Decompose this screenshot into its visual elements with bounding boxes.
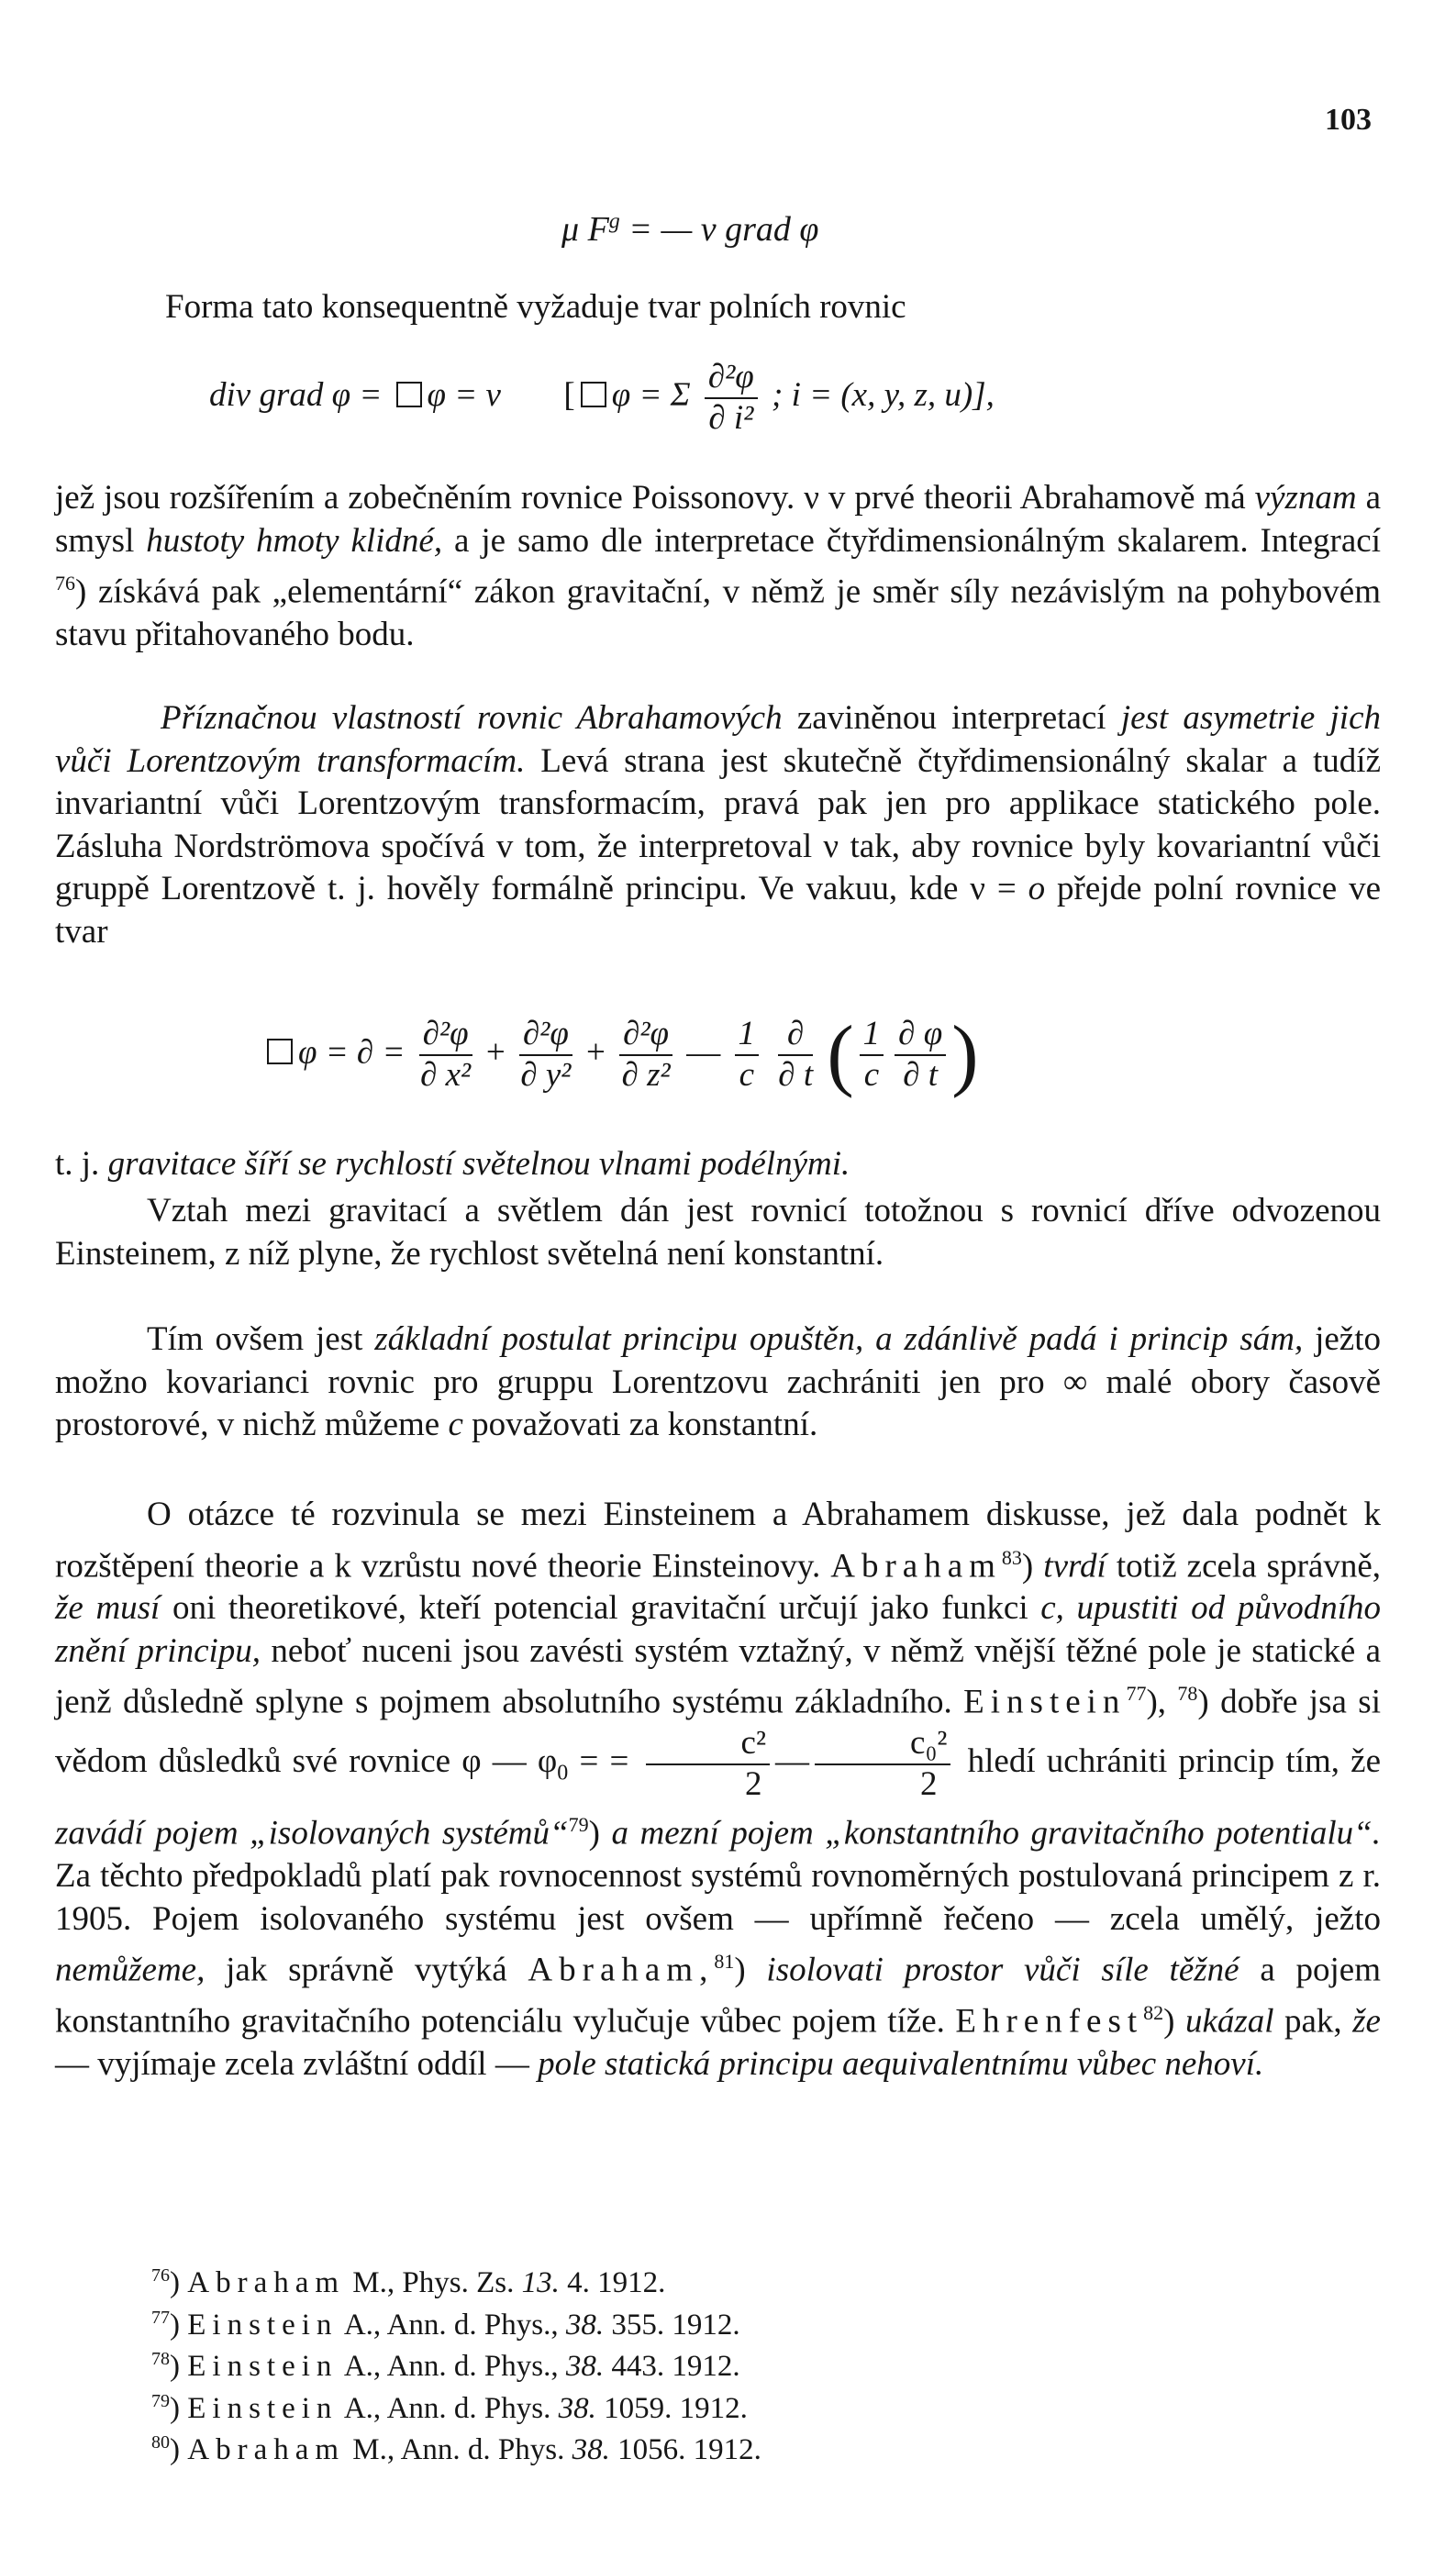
p1-b: význam (1254, 479, 1357, 517)
fn-init: A., Ann. d. Phys., (338, 2350, 566, 2383)
p1-a: jež jsou rozšířením a zobečněním rovnice Poissonovy. ν v prvé theorii Abrahamově má (55, 479, 1255, 517)
p6-d: ) (1021, 1546, 1044, 1585)
dalembertian-box-icon (267, 1039, 293, 1064)
p6-o: ), (1146, 1683, 1178, 1721)
p6-a: O otázce té rozvinula se mezi Einsteinem a Abrahamem diskusse, jež dala podnět k rozštěpení theorie a k vzrůstu nové theorie Einsteinovy. (55, 1496, 1381, 1585)
fn-rest: 443. 1912. (604, 2350, 740, 2383)
fn-rest: 355. 1912. (604, 2308, 740, 2342)
p6-am: — vyjímaje zcela zvláštní oddíl — (55, 2044, 539, 2083)
p5-c: ježto možno kovarianci rovnic pro gruppu Lorentzovu zachrániti jen pro ∞ malé obory časově prostorové, v nichž můžeme (55, 1320, 1382, 1443)
p6-aa: jak správně vytýká (205, 1951, 528, 1989)
p3-a: t. j. (55, 1145, 108, 1183)
p6-ref-81: 81 (714, 1950, 735, 1974)
p6-u: zavádí pojem „isolovaných systémů“ (55, 1814, 569, 1852)
eq3-frac2 (519, 1015, 572, 1095)
p1-c: a smysl (55, 479, 1381, 560)
eq3-f3n: ∂²φ (619, 1015, 672, 1056)
p6-l: neboť nuceni jsou zavésti systém vztažný, v němž vnější těžné pole je statické a jenž důsledně splyne s pojmem absolutního systému základního. (55, 1631, 1381, 1721)
p6-ref-79: 79 (568, 1813, 589, 1837)
eq2-part3: [ (563, 376, 575, 415)
p6-i: c, (1040, 1589, 1064, 1628)
p6-frac2d: 2 (919, 1764, 938, 1803)
fn-vol: 38. (572, 2433, 610, 2466)
eq3-frac6 (860, 1015, 884, 1095)
p6-al: že (1352, 2002, 1381, 2041)
footnote-80: $^{80}$) Abraham M., Ann. d. Phys. 38. 1056. 1912. (151, 2432, 761, 2466)
p6-frac1n: c² (646, 1724, 771, 1765)
p5-b: základní postulat principu opuštěn, a zdánlivě padá i princip sám, (374, 1320, 1304, 1358)
p6-ref-83: 83 (1001, 1545, 1022, 1569)
eq3-frac1 (419, 1015, 472, 1095)
footnote-79: $^{79}$) Einstein A., Ann. d. Phys. 38. 1059. 1912. (151, 2390, 748, 2425)
p6-minus: — (775, 1742, 810, 1781)
eq3-frac7 (895, 1015, 946, 1095)
fn-mark: 78 (151, 2349, 170, 2369)
p6-frac1 (646, 1724, 771, 1804)
eq1-lhs: μ F (561, 210, 609, 249)
p6-h: oni theoretikové, kteří potencial gravitační určují jako funkci (160, 1589, 1041, 1628)
equation-field (209, 358, 995, 438)
eq3-plus1: + (485, 1033, 506, 1072)
eq2-part2: φ = ν (427, 376, 501, 415)
eq3-minus: — (686, 1033, 721, 1072)
fn-mark: 79 (151, 2390, 170, 2411)
eq3-f3d: ∂ z² (621, 1056, 671, 1094)
eq3-f1n: ∂²φ (419, 1015, 472, 1056)
p6-an: pole statická principu aequivalentnímu vůbec nehoví. (538, 2044, 1264, 2083)
eq3-f7d: ∂ t (903, 1056, 939, 1094)
p2-a: Příznačnou vlastností rovnic Abrahamových (161, 699, 783, 737)
eq3-f6d: c (863, 1056, 880, 1094)
eq3-f6n: 1 (860, 1015, 884, 1056)
eq3-f5d: ∂ t (778, 1056, 814, 1094)
eq3-right-paren: ) (951, 1010, 979, 1099)
p6-ae: isolovati prostor vůči síle těžné (766, 1951, 1239, 1989)
p6-q: ) dobře jsa si vědom důsledků své rovnice φ — φ (55, 1683, 1381, 1781)
p6-frac2 (815, 1724, 950, 1804)
eq1-sup: g (608, 209, 620, 234)
p6-ref-82: 82 (1143, 2000, 1164, 2024)
paragraph-forma (165, 286, 1358, 329)
fn-author: Einstein (187, 2308, 339, 2342)
p6-e: tvrdí (1043, 1546, 1106, 1585)
p6-af: a pojem konstantního gravitačního potenciálu vylučuje vůbec pojem tíže. (55, 1951, 1381, 2041)
p6-ad: ) (734, 1951, 767, 1989)
eq2-den: ∂ i² (708, 398, 754, 437)
p6-t: hledí uchrániti princip tím, že (956, 1742, 1382, 1781)
p6-s: = = (568, 1742, 640, 1781)
p6-j (1064, 1589, 1077, 1627)
eq3-left-paren: ( (827, 1010, 854, 1099)
p2-b: zaviněnou interpretací (782, 699, 1121, 737)
p6-k: upustiti od původního znění principu, (55, 1589, 1381, 1670)
fn-author: Einstein (187, 2350, 339, 2383)
eq3-f4d: c (739, 1056, 754, 1094)
equation-wave (261, 1010, 979, 1099)
fn-init: A., Ann. d. Phys., (338, 2308, 566, 2342)
paragraph-light-relation (55, 1190, 1381, 1275)
p2-text (55, 697, 1381, 953)
p5-d: c (448, 1406, 463, 1443)
p5-e: považovati za konstantní. (462, 1406, 818, 1443)
footnote-76: $^{76}$) Abraham M., Phys. Zs. 13. 4. 1912. (151, 2265, 666, 2299)
p6-w: ) (588, 1814, 612, 1852)
p6-ref-77: 77 (1126, 1682, 1147, 1706)
fn-rest: 4. 1912. (559, 2266, 666, 2299)
dalembertian-box-icon (581, 382, 606, 407)
fn-init: M., Ann. d. Phys. (345, 2433, 572, 2466)
fn-mark: 76 (151, 2265, 170, 2286)
fn-init: M., Phys. Zs. (345, 2266, 522, 2299)
eq2-part5: ; i = (x, y, z, u)], (772, 376, 995, 415)
eq2-part4: φ = Σ (611, 376, 691, 415)
forma-text: Forma tato konsequentně vyžaduje tvar polních rovnic (165, 288, 906, 326)
eq3-f4n: 1 (735, 1015, 760, 1056)
fn-rest: 1056. 1912. (609, 2433, 761, 2466)
p6-ak: pak, (1273, 2002, 1353, 2041)
p1-g: ) získává pak „elementární“ zákon gravitační, v němž je směr síly nezávislým na pohybovém stavu přitahovaného bodu. (55, 573, 1381, 653)
eq3-lhs: φ = ∂ = (298, 1033, 406, 1072)
fn-author: Abraham (187, 2433, 346, 2466)
eq3-f2d: ∂ y² (520, 1056, 572, 1094)
p6-z: nemůžeme, (55, 1951, 206, 1989)
eq3-f7n: ∂ φ (895, 1015, 946, 1056)
fn-vol: 38. (558, 2391, 596, 2425)
p6-g: že musí (55, 1589, 161, 1628)
p6-ai: ) (1163, 2002, 1185, 2041)
p2-e: o (1028, 870, 1046, 907)
p5-a: Tím ovšem jest (147, 1320, 375, 1358)
p2-c: jest asymetrie jich vůči Lorentzovým transformacím. (55, 699, 1381, 780)
p4-text: Vztah mezi gravitací a světlem dán jest rovnicí totožnou s rovnicí dříve odvozenou Einsteinem, z níž plyne, že rychlost světelná není konstantní. (55, 1192, 1381, 1273)
p6-author-abraham: Abraham (830, 1546, 1002, 1585)
equation-gravity-force (561, 209, 818, 250)
p5-text (55, 1318, 1381, 1447)
p1-e: a je samo dle interpretace čtyřdimensionálným skalarem. Integrací (442, 521, 1381, 560)
eq2-fraction (705, 358, 758, 438)
eq3-frac4 (735, 1015, 760, 1095)
p3-b: gravitace šíří se rychlostí světelnou vlnami podélnými. (107, 1145, 850, 1183)
p6-text (55, 1494, 1381, 2086)
p6-author-abraham-2: Abraham, (528, 1951, 715, 1989)
fn-vol: 38. (565, 2350, 605, 2383)
p6-author-einstein: Einstein (963, 1683, 1127, 1721)
eq3-f5n: ∂ (778, 1015, 813, 1056)
fn-mark: 80 (151, 2432, 170, 2453)
paragraph-postulate (55, 1318, 1381, 1447)
eq2-part1: div grad φ = (209, 376, 383, 415)
eq3-frac3 (619, 1015, 672, 1095)
p2-d: Levá strana jest skutečně čtyřdimensionálný skalar a tudíž invariantní vůči Lorentzovým transformacím, pravá pak jen pro applikace statického pole. Zásluha Nordströmova spočívá v tom, že interpretoval ν tak, aby rovnice byly kovariantní vůči gruppě Lorentzově t. j. hověly formálně principu. Ve vakuu, kde ν = (55, 741, 1381, 907)
p1-d: hustoty hmoty klidné, (146, 521, 443, 560)
paragraph-discussion (55, 1494, 1381, 2086)
p6-f: totiž zcela správně, (1106, 1546, 1381, 1585)
eq3-f1d: ∂ x² (420, 1056, 472, 1094)
p6-author-ehrenfest: Ehrenfest (955, 2002, 1144, 2041)
eq3-frac5 (778, 1015, 813, 1095)
eq2-num: ∂²φ (705, 358, 758, 399)
paragraph-gravitation-speed (55, 1143, 1381, 1186)
fn-mark: 77 (151, 2307, 170, 2328)
fn-init: A., Ann. d. Phys. (338, 2391, 559, 2425)
fn-rest: 1059. 1912. (595, 2391, 748, 2425)
p2-f: přejde polní rovnice ve tvar (55, 870, 1382, 951)
eq3-plus2: + (586, 1033, 606, 1072)
footnote-78: $^{78}$) Einstein A., Ann. d. Phys., 38. 443. 1912. (151, 2349, 740, 2383)
p1-ref: 76 (55, 572, 75, 595)
p1-text (55, 477, 1381, 656)
paragraph-abraham-theory (55, 477, 1381, 656)
p6-frac2n: c₀² (815, 1724, 950, 1765)
fn-author: Einstein (187, 2391, 339, 2425)
paragraph-asymmetry (55, 697, 1381, 953)
footnotes (151, 2259, 761, 2468)
page-number: 103 (1325, 103, 1372, 137)
p3-text (55, 1143, 1381, 1186)
fn-vol: 38. (565, 2308, 605, 2342)
p6-frac1d: 2 (745, 1764, 762, 1803)
fn-author: Abraham (187, 2266, 346, 2299)
p6-ref-78: 78 (1177, 1682, 1198, 1706)
dalembertian-box-icon (396, 382, 422, 407)
p6-x: a mezní pojem „konstantního gravitačního potentialu“. (611, 1814, 1381, 1852)
footnote-77: $^{77}$) Einstein A., Ann. d. Phys., 38. 355. 1912. (151, 2307, 740, 2342)
eq1-rhs: = — ν grad φ (628, 210, 819, 249)
p6-sub-0: 0 (557, 1761, 569, 1786)
p6-aj: ukázal (1184, 2002, 1274, 2041)
fn-vol: 13. (521, 2266, 560, 2299)
eq3-f2n: ∂²φ (519, 1015, 572, 1056)
p6-y: Za těchto předpokladů platí pak rovnocennost systémů rovnoměrných postulovaná principem z r. 1905. Pojem isolovaného systému jest ovšem — upřímně řečeno — zcela umělý, ježto (55, 1857, 1381, 1938)
